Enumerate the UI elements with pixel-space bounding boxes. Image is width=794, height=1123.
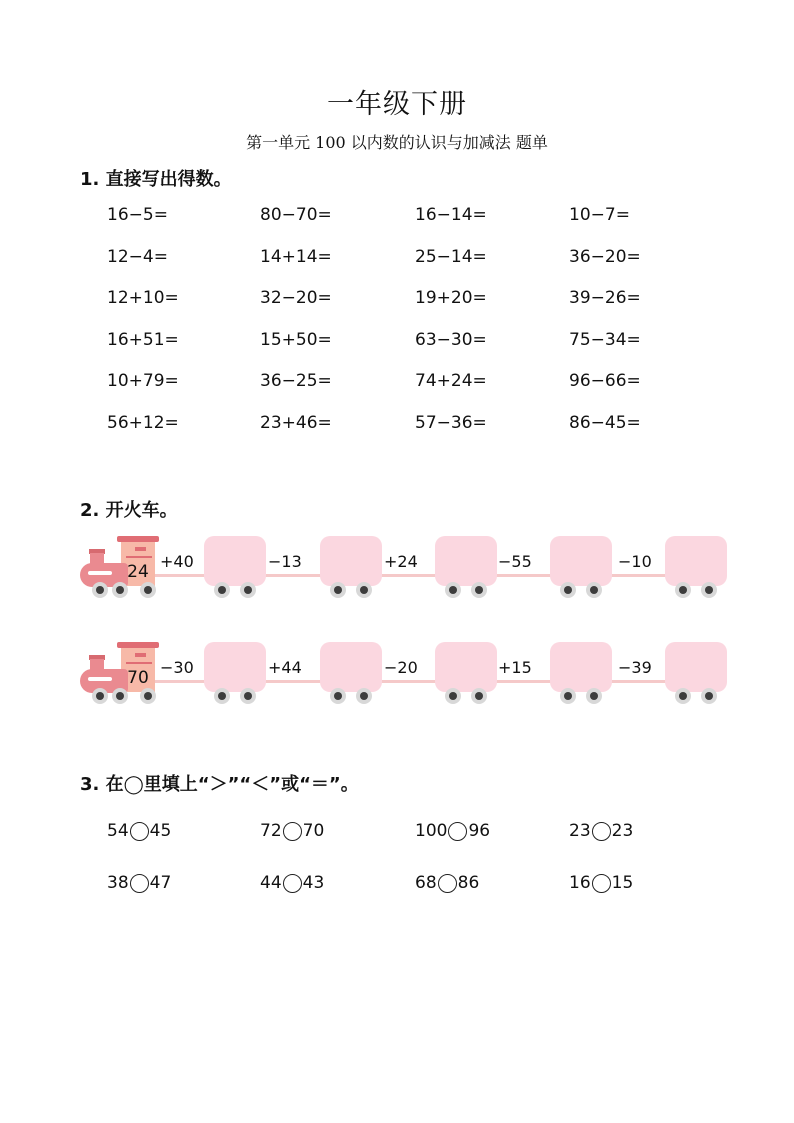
wheel	[240, 688, 256, 704]
locomotive-window	[135, 547, 146, 551]
train-row	[0, 642, 794, 722]
section3-heading: 3. 在◯里填上“＞”“＜”或“＝”。	[80, 774, 359, 795]
left-number: 44	[260, 873, 282, 893]
comparison-item	[415, 873, 479, 893]
wheel	[586, 582, 602, 598]
answer-circle[interactable]	[592, 874, 611, 893]
left-number: 100	[415, 821, 448, 841]
equation: 57−36=	[415, 413, 487, 433]
answer-circle[interactable]	[438, 874, 457, 893]
wheel	[675, 582, 691, 598]
operation-label: −30	[160, 658, 194, 677]
answer-car	[435, 536, 497, 586]
left-number: 68	[415, 873, 437, 893]
answer-car	[320, 642, 382, 692]
right-number: 43	[302, 873, 325, 893]
wheel	[356, 688, 372, 704]
comparison-item	[569, 873, 633, 893]
answer-car	[550, 536, 612, 586]
right-number: 45	[149, 821, 172, 841]
operation-label: +15	[498, 658, 532, 677]
comparison-item	[260, 821, 324, 841]
equation: 75−34=	[569, 329, 641, 350]
equation: 36−20=	[569, 246, 641, 267]
start-number: 24	[127, 562, 149, 582]
wheel	[701, 688, 717, 704]
answer-circle[interactable]	[283, 874, 302, 893]
operation-label: −13	[268, 552, 302, 571]
section1-heading: 1. 直接写出得数。	[80, 169, 232, 190]
equation: 23+46=	[260, 413, 332, 433]
equation: 36−25=	[260, 371, 332, 392]
locomotive-line	[126, 662, 152, 664]
wheel	[330, 582, 346, 598]
wheel	[92, 688, 108, 704]
equation: 32−20=	[260, 288, 332, 309]
operation-label: +40	[160, 552, 194, 571]
operation-label: −10	[618, 552, 652, 571]
locomotive-stripe	[88, 677, 112, 681]
equation: 16−5=	[107, 205, 168, 225]
operation-label: −55	[498, 552, 532, 571]
wheel	[214, 688, 230, 704]
right-number: 70	[302, 821, 325, 841]
answer-circle[interactable]	[592, 822, 611, 841]
answer-car	[665, 642, 727, 692]
answer-car	[204, 642, 266, 692]
right-number: 23	[611, 821, 634, 841]
right-number: 96	[468, 821, 491, 841]
comparison-item	[107, 873, 171, 893]
equation: 14+14=	[260, 246, 332, 267]
operation-label: +24	[384, 552, 418, 571]
equation: 56+12=	[107, 413, 179, 433]
comparison-item	[260, 873, 324, 893]
answer-car	[550, 642, 612, 692]
right-number: 47	[149, 873, 172, 893]
operation-label: −20	[384, 658, 418, 677]
left-number: 54	[107, 821, 129, 841]
equation: 63−30=	[415, 329, 487, 350]
left-number: 72	[260, 821, 282, 841]
wheel	[356, 582, 372, 598]
equation: 16−14=	[415, 205, 487, 225]
equation: 25−14=	[415, 246, 487, 267]
locomotive-stripe	[88, 571, 112, 575]
equation: 10+79=	[107, 371, 179, 392]
right-number: 15	[611, 873, 634, 893]
page-subtitle: 第一单元 100 以内数的认识与加减法 题单	[246, 133, 548, 152]
equation: 12+10=	[107, 288, 179, 309]
right-number: 86	[457, 873, 480, 893]
wheel	[445, 688, 461, 704]
wheel	[675, 688, 691, 704]
equation: 39−26=	[569, 288, 641, 309]
answer-circle[interactable]	[130, 822, 149, 841]
equation: 80−70=	[260, 205, 332, 225]
page-title: 一年级下册	[327, 89, 467, 120]
section2-heading: 2. 开火车。	[80, 500, 178, 521]
operation-label: −39	[618, 658, 652, 677]
comparison-item	[569, 821, 633, 841]
answer-car	[435, 642, 497, 692]
wheel	[560, 582, 576, 598]
wheel	[214, 582, 230, 598]
equation: 96−66=	[569, 371, 641, 392]
left-number: 38	[107, 873, 129, 893]
wheel	[140, 582, 156, 598]
wheel	[701, 582, 717, 598]
wheel	[560, 688, 576, 704]
operation-label: +44	[268, 658, 302, 677]
wheel	[330, 688, 346, 704]
answer-car	[320, 536, 382, 586]
start-number: 70	[127, 668, 149, 688]
equation: 74+24=	[415, 371, 487, 392]
left-number: 16	[569, 873, 591, 893]
comparison-item	[107, 821, 171, 841]
wheel	[445, 582, 461, 598]
answer-circle[interactable]	[283, 822, 302, 841]
equation: 12−4=	[107, 246, 168, 267]
wheel	[471, 582, 487, 598]
train-row	[0, 536, 794, 616]
equation: 16+51=	[107, 329, 179, 350]
wheel	[112, 582, 128, 598]
wheel	[240, 582, 256, 598]
answer-circle[interactable]	[130, 874, 149, 893]
answer-circle[interactable]	[448, 822, 467, 841]
locomotive-line	[126, 556, 152, 558]
wheel	[471, 688, 487, 704]
equation: 15+50=	[260, 329, 332, 350]
answer-car	[665, 536, 727, 586]
equation: 86−45=	[569, 413, 641, 433]
wheel	[92, 582, 108, 598]
wheel	[586, 688, 602, 704]
answer-car	[204, 536, 266, 586]
comparison-item	[415, 821, 490, 841]
left-number: 23	[569, 821, 591, 841]
equation: 19+20=	[415, 288, 487, 309]
wheel	[140, 688, 156, 704]
wheel	[112, 688, 128, 704]
locomotive-window	[135, 653, 146, 657]
equation: 10−7=	[569, 205, 630, 225]
